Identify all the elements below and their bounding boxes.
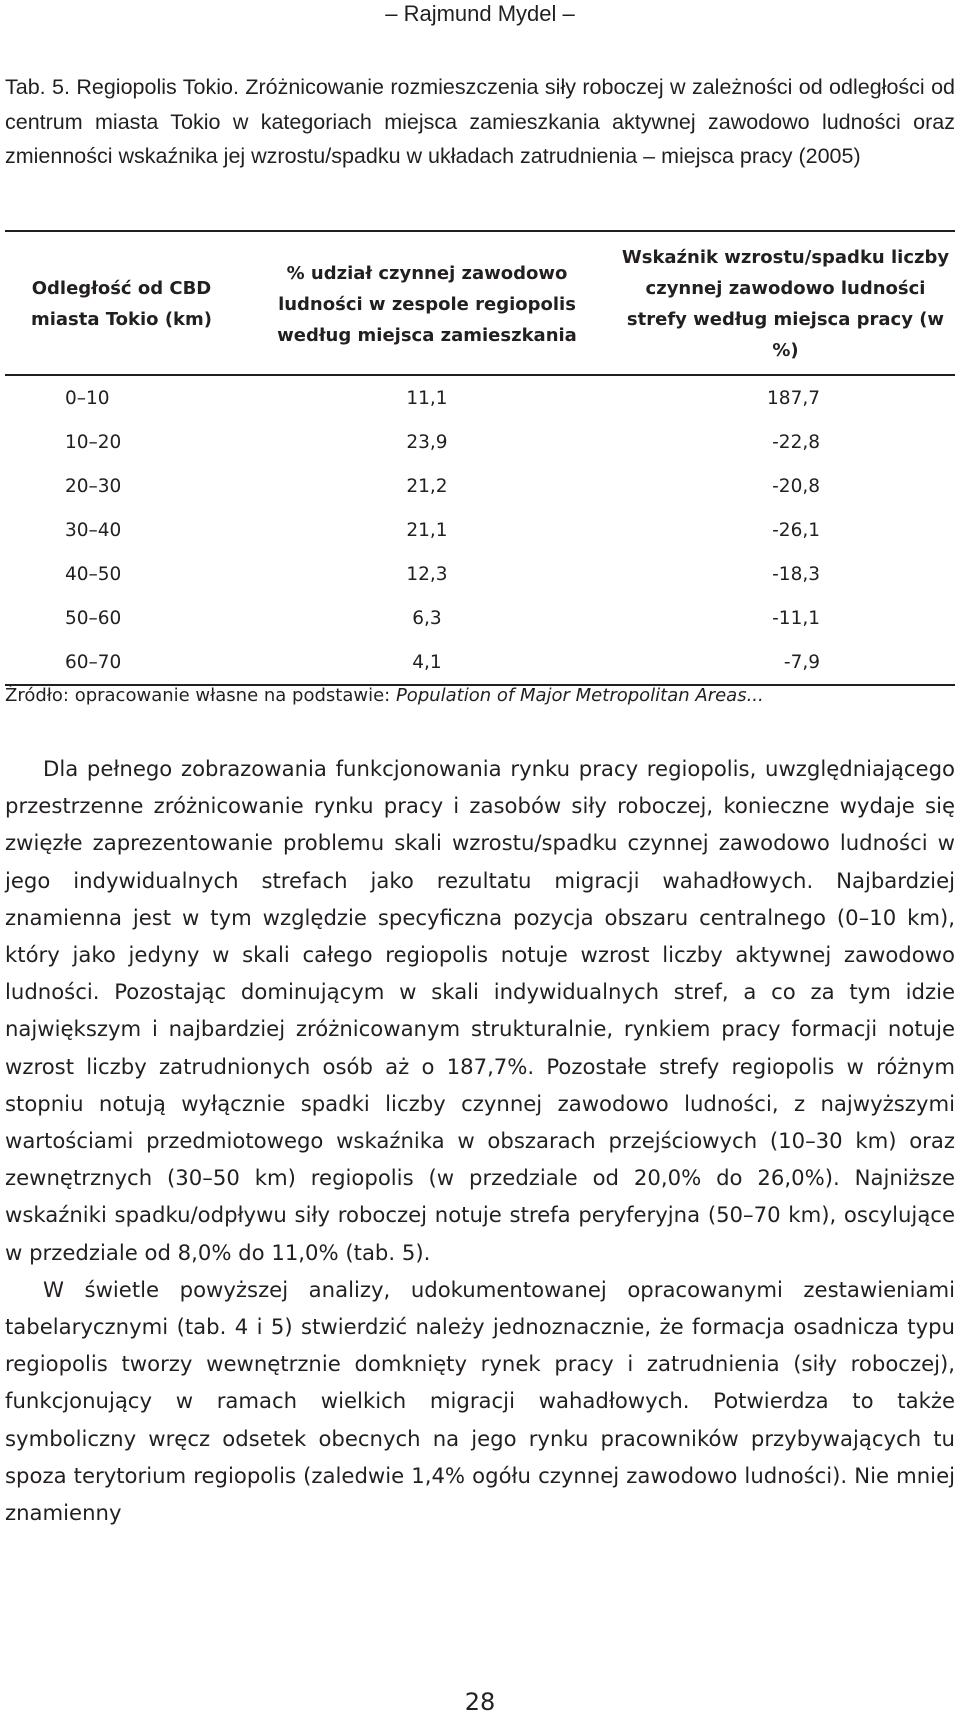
source-title: Population of Major Metropolitan Areas... [395,685,764,706]
cell-change: -22,8 [772,431,820,453]
cell-share: 12,3 [406,563,448,585]
table-row [5,420,955,464]
cell-distance: 60–70 [65,651,122,673]
table-row [5,596,955,640]
data-table [5,230,955,686]
table-row [5,375,955,420]
column-header-distance: Odległość od CBD miasta Tokio (km) [5,231,238,375]
page-number: 28 [464,1688,496,1716]
cell-change: -7,9 [783,651,820,673]
body-text [5,750,955,1531]
cell-distance: 30–40 [65,519,122,541]
cell-change: -18,3 [772,563,820,585]
cell-change: 187,7 [767,387,820,409]
table-row [5,464,955,508]
cell-share: 21,1 [406,519,448,541]
cell-share: 4,1 [412,651,442,673]
paragraph: W świetle powyższej analizy, udokumentowanej opracowanymi zestawieniami tabelarycznymi (tab. 4 i 5) stwierdzić należy jednoznacznie, że formacja osadnicza typu regiopolis tworzy wewnętrznie domknięty rynek pracy i zatrudnienia (siły roboczej), funkcjonujący w ramach wielkich migracji wahadłowych. Potwierdza to także symboliczny wręcz odsetek obecnych na jego rynku pracowników przybywających tu spoza terytorium regiopolis (zaledwie 1,4% ogółu czynnej zawodowo ludności). Nie mniej znamienny [5,1276,955,1526]
table-header-row [5,231,955,375]
table-source-note [5,682,955,710]
cell-share: 23,9 [406,431,448,453]
cell-share: 6,3 [412,607,442,629]
cell-distance: 10–20 [65,431,122,453]
source-prefix: Źródło: opracowanie własne na podstawie: [5,685,396,706]
cell-distance: 40–50 [65,563,122,585]
table-row [5,552,955,596]
cell-change: -11,1 [772,607,820,629]
table-row [5,640,955,685]
cell-distance: 20–30 [65,475,122,497]
cell-change: -26,1 [772,519,820,541]
table-row [5,508,955,552]
cell-share: 21,2 [406,475,448,497]
cell-distance: 0–10 [65,387,110,409]
cell-change: -20,8 [772,475,820,497]
table-caption: Tab. 5. Regiopolis Tokio. Zróżnicowanie rozmieszczenia siły roboczej w zależności od odległości od centrum miasta Tokio w kategoriach miejsca zamieszkania aktywnej zawodowo ludności oraz zmienności wskaźnika jej wzrostu/spadku w układach zatrudnienia – miejsca pracy (2005) [5,75,955,168]
column-header-share: % udział czynnej zawodowo ludności w zespole regiopolis według miejsca zamieszkania [238,231,616,375]
running-header: – Rajmund Mydel – [385,1,575,26]
cell-distance: 50–60 [65,607,122,629]
paragraph: Dla pełnego zobrazowania funkcjonowania rynku pracy regiopolis, uwzględniającego przestrzenne zróżnicowanie rynku pracy i zasobów siły roboczej, konieczne wydaje się zwięzłe zaprezentowanie problemu skali wzrostu/spadku czynnej zawodowo ludności w jego indywidualnych strefach jako rezultatu migracji wahadłowych. Najbardziej znamienna jest w tym względzie specyficzna pozycja obszaru centralnego (0–10 km), który jako jedyny w skali całego regiopolis notuje wzrost liczby aktywnej zawodowo ludności. Pozostając dominującym w skali indywidualnych stref, a co za tym idzie największym i najbardziej zróżnicowanym strukturalnie, rynkiem pracy formacji notuje wzrost liczby zatrudnionych osób aż o 187,7%. Pozostałe strefy regiopolis w różnym stopniu notują wyłącznie spadki liczby czynnej zawodowo ludności, z najwyższymi wartościami przedmiotowego wskaźnika w obszarach przejściowych (10–30 km) oraz zewnętrznych (30–50 km) regiopolis (w przedziale od 20,0% do 26,0%). Najniższe wskaźniki spadku/odpływu siły roboczej notuje strefa peryferyjna (50–70 km), oscylujące w przedziale od 8,0% do 11,0% (tab. 5). [5,756,955,1265]
cell-share: 11,1 [406,387,448,409]
column-header-change: Wskaźnik wzrostu/spadku liczby czynnej zawodowo ludności strefy według miejsca pracy (w %) [616,231,955,375]
